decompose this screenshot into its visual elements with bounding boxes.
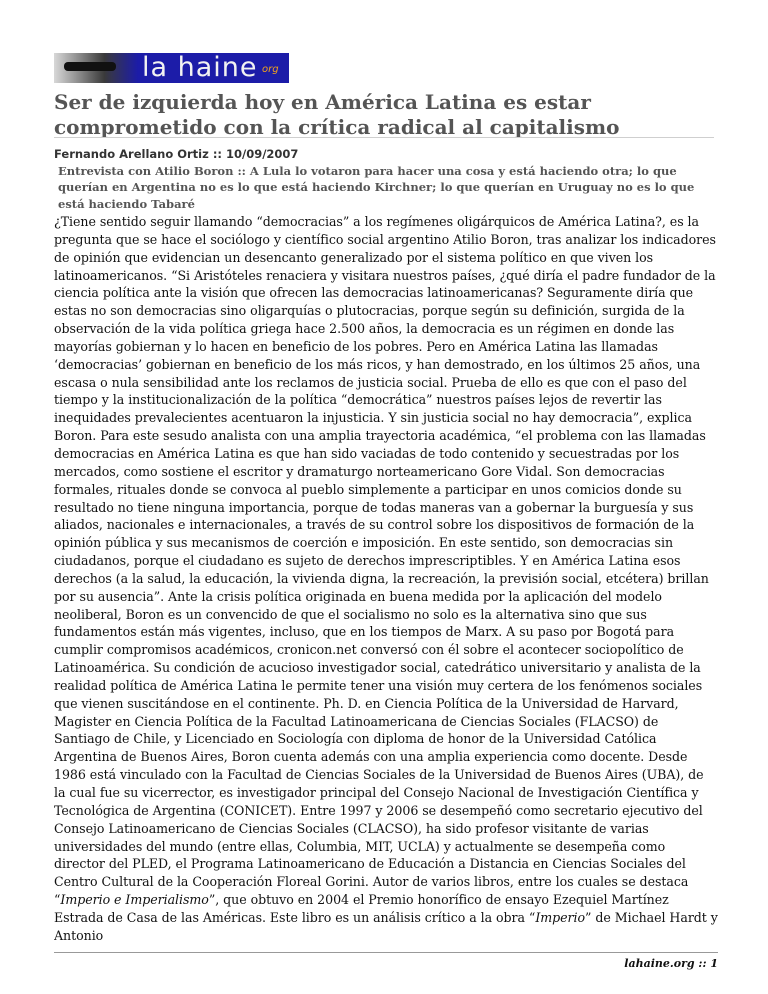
footer-divider — [54, 952, 718, 953]
logo-text: la haine — [142, 53, 258, 83]
site-logo[interactable] — [54, 53, 289, 83]
page-footer-label: lahaine.org :: 1 — [624, 957, 718, 970]
title-divider — [54, 137, 714, 138]
article-title: Ser de izquierda hoy en América Latina es estar comprometido con la crítica radical al capitalismo — [54, 90, 620, 139]
article-summary: Entrevista con Atilio Boron :: A Lula lo votaron para hacer una cosa y está haciendo otra; lo que querían en Argentina no es lo que está haciendo Kirchner; lo que querían en Uruguay no es lo que está haciendo Tabaré — [58, 164, 695, 211]
book-title-italic: Imperio e Imperialismo — [60, 892, 209, 908]
book-title-italic: Imperio — [535, 909, 586, 925]
article-body — [54, 213, 718, 961]
logo-suffix: org — [262, 64, 279, 75]
logo-face-image — [54, 53, 138, 83]
body-text-segment: ¿Tiene sentido seguir llamando “democracias” a los regímenes oligárquicos de América Latina?, es la pregunta que se hace el sociólogo y científico social argentino Atilio Boron, tras analizar los indicadores de opinión que evidencian un desencanto generalizado por el sistema político en que viven los latinoamericanos. “Si Aristóteles renaciera y visitara nuestros países, ¿qué diría el padre fundador de la ciencia política ante la visión que ofrecen las democracias latinoamericanas? Seguramente diría que estas no son democracias sino oligarquías o plutocracias, porque según su definición, surgida de la observación de la vida política griega hace 2.500 años, la democracia es un régimen en donde las mayorías gobiernan y lo hacen en beneficio de los pobres. Pero en América Latina las llamadas ‘democracias’ gobiernan en beneficio de los más ricos, y han demostrado, en los últimos 25 años, una escasa o nula sensibilidad ante los reclamos de justicia social. Prueba de ello es que con el paso del tiempo y la institucionalización de la política “democrática” nuestros países lejos de revertir las inequidades prevalecientes acentuaron la injusticia. Y sin justicia social no hay democracia”, explica Boron. Para este sesudo analista con una amplia trayectoria académica, “el problema con las llamadas democracias en América Latina es que han sido vaciadas de todo contenido y secuestradas por los mercados, como sostiene el escritor y dramaturgo norteamericano Gore Vidal. Son democracias formales, rituales donde se convoca al pueblo simplemente a participar en unos comicios donde su resultado no tiene ninguna importancia, porque de todas maneras van a gobernar la burguesía y sus aliados, nacionales e internacionales, a través de su control sobre los dispositivos de formación de la opinión pública y sus mecanismos de coerción e imposición. En este sentido, son democracias sin ciudadanos, porque el ciudadano es sujeto de derechos imprescriptibles. Y en América Latina esos derechos (a la salud, la educación, la vivienda digna, la recreación, la previsión social, etcétera) brillan por su ausencia”. Ante la crisis política originada en buena medida por la aplicación del modelo neoliberal, Boron es un convencido de que el socialismo no solo es la alternativa sino que sus fundamentos están más vigentes, incluso, que en los tiempos de Marx. A su paso por Bogotá para cumplir compromisos académicos, cronicon.net conversó con él sobre el acontecer sociopolítico de Latinoamérica. Su condición de acucioso investigador social, catedrático universitario y analista de la realidad política de América Latina le permite tener una visión muy certera de los fenómenos sociales que vienen suscitándose en el continente. Ph. D. en Ciencia Política de la Universidad de Harvard, Magister en Ciencia Política de la Facultad Latinoamericana de Ciencias Sociales (FLACSO) de Santiago de Chile, y Licenciado en Sociología con diploma de honor de la Universidad Católica Argentina de Buenos Aires, Boron cuenta además con una amplia experiencia como docente. Desde 1986 está vinculado con la Facultad de Ciencias Sociales de la Universidad de Buenos Aires (UBA), de la cual fue su vicerrector, es investigador principal del Consejo Nacional de Investigación Científica y Tecnológica de Argentina (CONICET). Entre 1997 y 2006 se desempeñó como secretario ejecutivo del Consejo Latinoamericano de Ciencias Sociales (CLACSO), ha sido profesor visitante de varias universidades del mundo (entre ellas, Columbia, MIT, UCLA) y actualmente se desempeña como director del PLED, el Programa Latinoamericano de Educación a Distancia en Ciencias Sociales del Centro Cultural de la Cooperación Floreal Gorini. Autor de varios libros, entre los cuales se destaca “ — [54, 214, 716, 908]
body-text-segment: ” de Michael Hardt y Antonio — [54, 909, 718, 943]
article-byline: Fernando Arellano Ortiz :: 10/09/2007 — [54, 147, 299, 161]
body-text-segment: ”, que obtuvo en 2004 el Premio honorífico de ensayo Ezequiel Martínez Estrada de Casa de las Américas. Este libro es un análisis crítico a la obra “ — [54, 892, 669, 925]
